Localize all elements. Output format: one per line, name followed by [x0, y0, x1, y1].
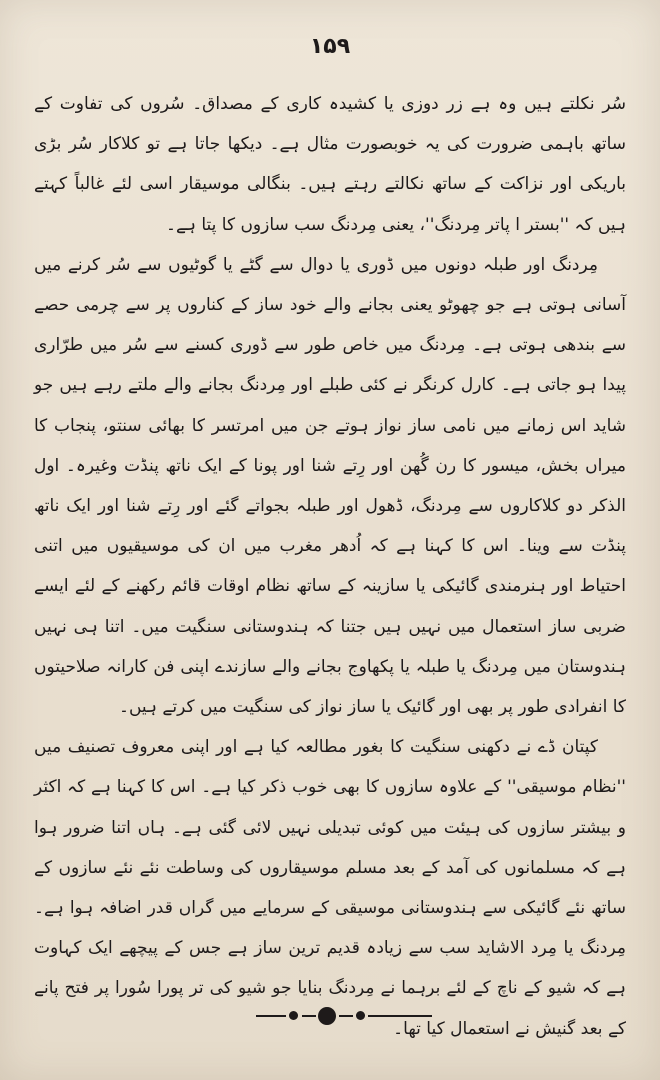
footer-ornament	[256, 1006, 432, 1026]
paragraph: سُر نکلتے ہیں وہ ہے زر دوزی یا کشیدہ کاری کے مصداق۔ سُروں کی تفاوت کے ساتھ باہمی ضرورت کی یہ خوبصورت مثال ہے۔ دیکھا جاتا ہے تو کلاکار سُر بڑی باریکی اور نزاکت کے ساتھ نکالتے رہتے ہیں۔ بنگالی موسیقار اسی لئے غالباً کہتے ہیں کہ ''بستر ا پاتر مِردنگ''، یعنی مِردنگ سب سازوں کا پتا ہے۔	[34, 94, 626, 235]
ornament-dot-large	[318, 1007, 336, 1025]
ornament-rule	[302, 1015, 316, 1017]
ornament-dot-small	[289, 1011, 298, 1020]
paragraph: مِردنگ اور طبلہ دونوں میں ڈوری یا دوال سے گٹے یا گوٹیوں سے سُر کرنے میں آسانی ہوتی ہے جو چھوٹو یعنی بجانے والے خود ساز کے کناروں پر سے چرمی حصے سے بندھی ہوتی ہے۔ مِردنگ میں خاص طور سے ڈوری کسنے سے سُر میں طرّاری پیدا ہو جاتی ہے۔ کارل کرنگر نے کئی طبلے اور مِردنگ بجانے والے ملتے رہے ہیں جو شاید اس زمانے میں نامی ساز نواز ہوتے جن میں امرتسر کا بھائی سنتو، پنجاب کا میراں بخش، میسور کا رن گُھن اور رِتے شنا اور پونا کے ایک ناتھ پنڈت وغیرہ۔ اول الذکر دو کلاکاروں سے مِردنگ، ڈھول اور طبلہ بجواتے گئے اور رِتے شنا اور ایک ناتھ پنڈت سے وینا۔ اس کا کہنا ہے کہ اُدھر مغرب میں ان کی موسیقیوں میں اتنی احتیاط اور ہنرمندی گائیکی یا سازینہ کے ساتھ نظام اوقات قائم رکھنے کے لئے ایسے ضربی ساز استعمال میں نہیں ہیں جتنا کہ ہندوستانی سنگیت میں۔ اتنا ہی نہیں ہندوستان میں مِردنگ یا طبلہ یا پکھاوج بجانے والے سازندے اپنی فن کارانہ صلاحیتوں کا انفرادی طور پر بھی اور گائیک یا ساز نواز کی سنگیت میں کرتے ہیں۔	[34, 254, 626, 718]
page-number: ۱۵۹	[309, 34, 351, 59]
ornament-rule-right	[368, 1015, 432, 1017]
ornament-dot-small	[356, 1011, 365, 1020]
ornament-rule	[339, 1015, 353, 1017]
paragraph: کپتان ڈے نے دکھنی سنگیت کا بغور مطالعہ کیا ہے اور اپنی معروف تصنیف میں ''نظام موسیقی'' کے علاوہ سازوں کا بھی خوب ذکر کیا ہے۔ اس کا کہنا ہے کہ اکثر و بیشتر سازوں کی ہیئت میں کوئی تبدیلی نہیں لائی گئی ہے۔ ہاں اتنا ضرور ہوا ہے کہ مسلمانوں کی آمد کے بعد مسلم موسیقاروں کی وساطت نئے نئے سازوں کے ساتھ نئے گائیکی سے ہندوستانی موسیقی کے سرمایے میں گراں قدر اضافہ ہوا ہے۔ مِردنگ یا مِرد الاشاید سب سے زیادہ قدیم ترین ساز ہے جس کے پیچھے ایک کہاوت ہے کہ شیو کے ناچ کے لئے برہما نے مِردنگ بنایا جو شیو کی تر پورا سُورا پر فتح پانے کے بعد گنیش نے استعمال کیا تھا۔	[34, 737, 626, 1039]
page-body	[34, 84, 626, 1039]
ornament-rule-left	[256, 1015, 286, 1017]
